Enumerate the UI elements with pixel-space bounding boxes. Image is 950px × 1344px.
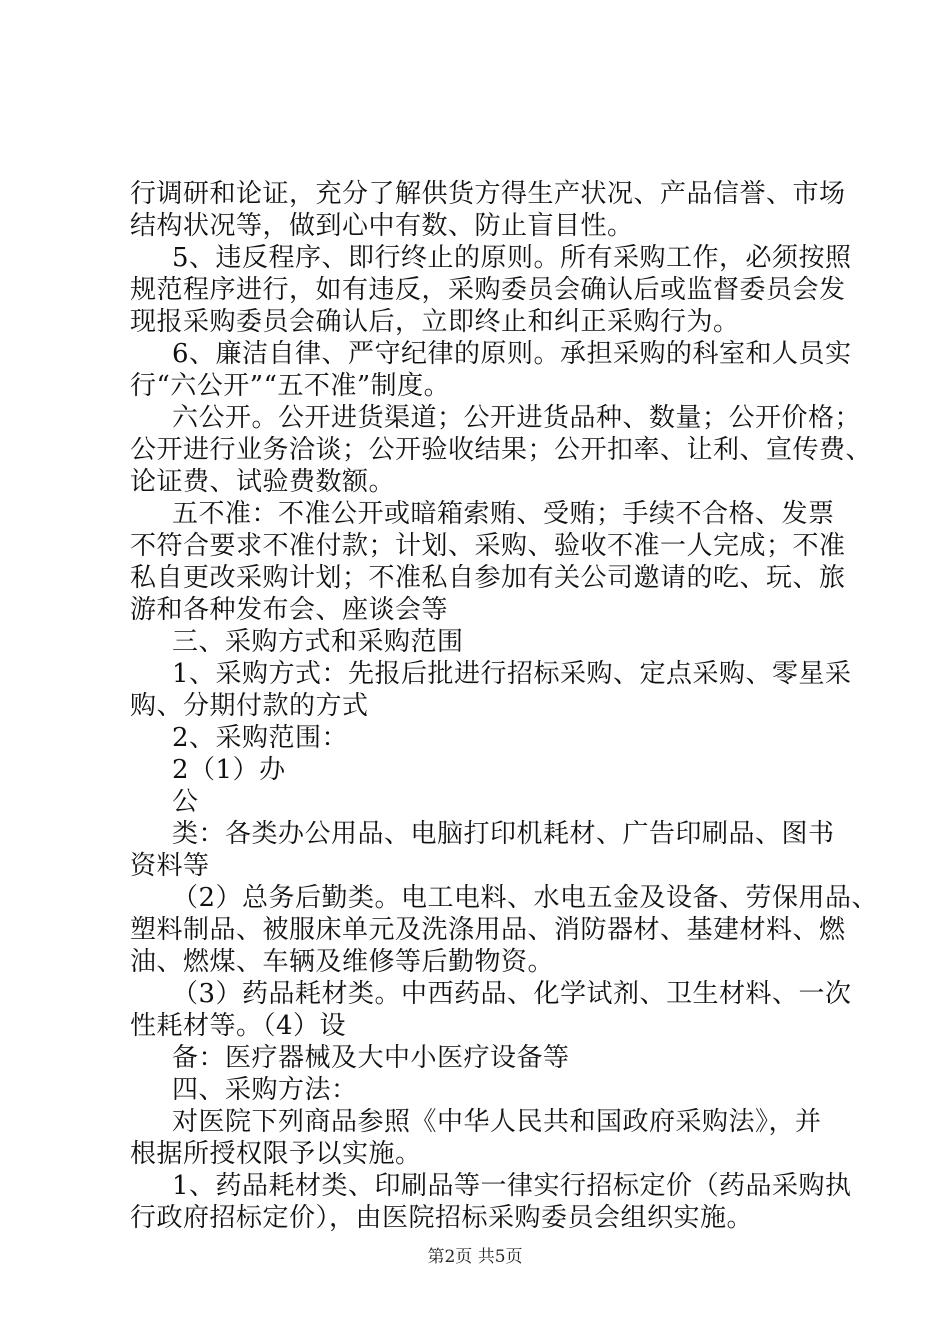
body-line: 行“六公开”“五不准”制度。 <box>130 371 451 401</box>
body-line: 购、分期付款的方式 <box>130 691 369 721</box>
body-line: （2）总务后勤类。电工电料、水电五金及设备、劳保用品、 <box>172 883 879 913</box>
body-line: （3）药品耗材类。中西药品、化学试剂、卫生材料、一次 <box>172 979 852 1009</box>
section-heading: 三、采购方式和采购范围 <box>172 627 464 657</box>
body-line: 性耗材等。（4）设 <box>130 1011 347 1041</box>
body-line: 私自更改采购计划；不准私自参加有关公司邀请的吃、玩、旅 <box>130 563 846 593</box>
body-line: 规范程序进行，如有违反，采购委员会确认后或监督委员会发 <box>130 275 846 305</box>
body-line: 类：各类办公用品、电脑打印机耗材、广告印刷品、图书 <box>172 819 835 849</box>
body-line: 1、药品耗材类、印刷品等一律实行招标定价（药品采购执 <box>172 1171 852 1201</box>
page-number-footer: 第2页 共5页 <box>427 1247 523 1267</box>
body-line: 行政府招标定价），由医院招标采购委员会组织实施。 <box>130 1203 754 1233</box>
body-line: 六公开。公开进货渠道；公开进货品种、数量；公开价格； <box>172 403 862 433</box>
body-line: 塑料制品、被服床单元及洗涤用品、消防器材、基建材料、燃 <box>130 915 846 945</box>
body-line: 根据所授权限予以实施。 <box>130 1139 422 1169</box>
section-heading: 四、采购方法： <box>172 1075 358 1105</box>
body-line: 2（1）办 <box>172 755 286 785</box>
body-line: 1、采购方式：先报后批进行招标采购、定点采购、零星采 <box>172 659 852 689</box>
body-line: 对医院下列商品参照《中华人民共和国政府采购法》，并 <box>172 1107 822 1137</box>
body-line: 5、违反程序、即行终止的原则。所有采购工作，必须按照 <box>172 243 852 273</box>
body-line: 2、采购范围： <box>172 723 349 753</box>
body-line: 结构状况等，做到心中有数、防止盲目性。 <box>130 211 634 241</box>
body-line: 五不准：不准公开或暗箱索贿、受贿；手续不合格、发票 <box>172 499 835 529</box>
body-line: 油、燃煤、车辆及维修等后勤物资。 <box>130 947 555 977</box>
body-line: 资料等 <box>130 851 210 881</box>
body-line: 公开进行业务洽谈；公开验收结果；公开扣率、让利、宣传费、 <box>130 435 873 465</box>
body-line: 论证费、试验费数额。 <box>130 467 396 497</box>
body-line: 不符合要求不准付款；计划、采购、验收不准一人完成；不准 <box>130 531 846 561</box>
body-line: 备：医疗器械及大中小医疗设备等 <box>172 1043 570 1073</box>
body-line: 现报采购委员会确认后，立即终止和纠正采购行为。 <box>130 307 740 337</box>
body-line: 行调研和论证，充分了解供货方得生产状况、产品信誉、市场 <box>130 179 846 209</box>
body-line: 公 <box>172 787 199 817</box>
body-line: 游和各种发布会、座谈会等 <box>130 595 449 625</box>
body-line: 6、廉洁自律、严守纪律的原则。承担采购的科室和人员实 <box>172 339 852 369</box>
